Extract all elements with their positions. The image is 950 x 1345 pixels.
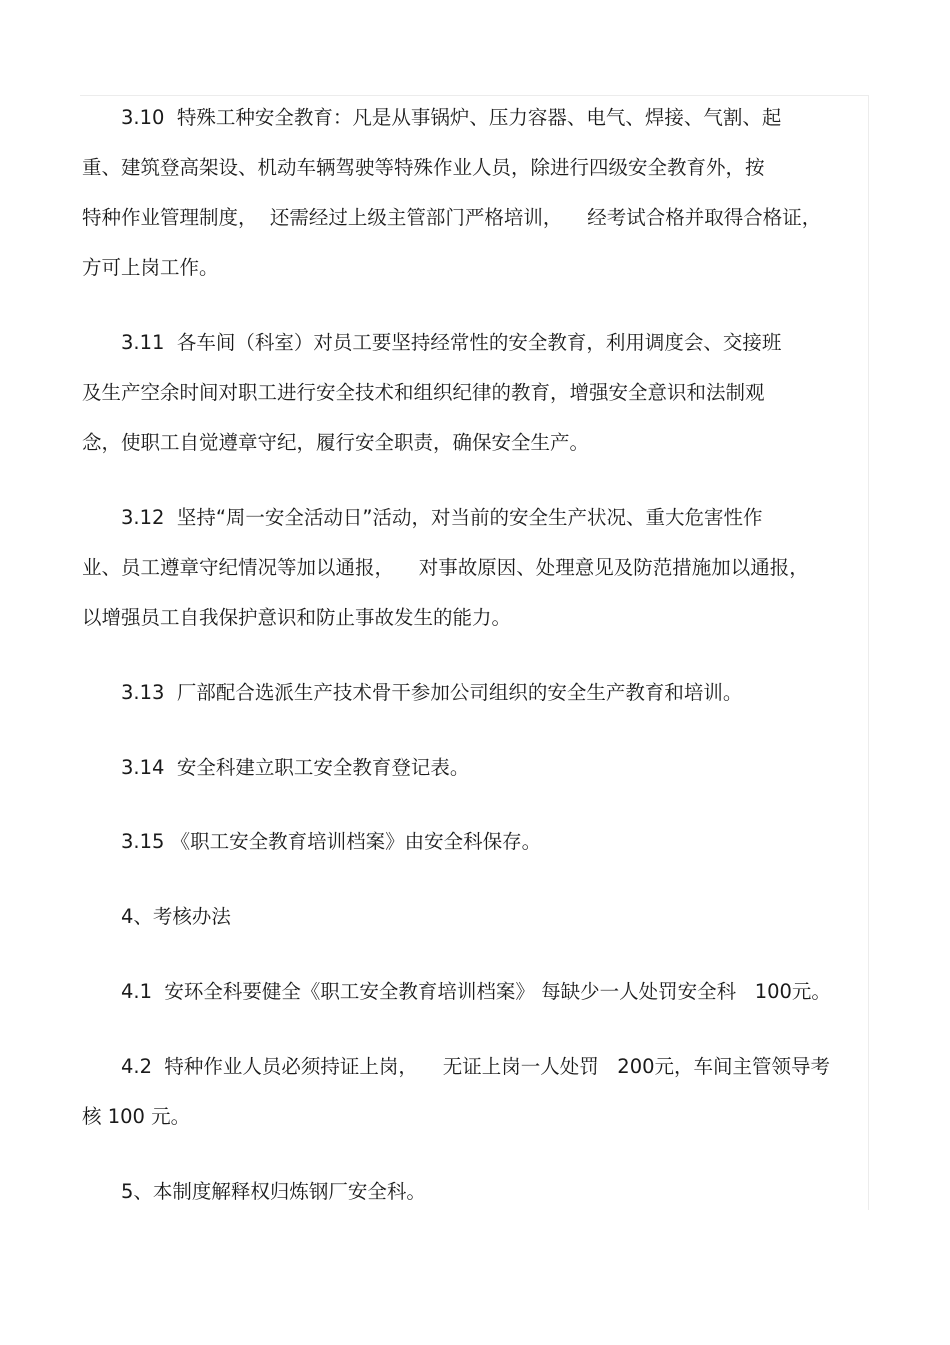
paragraph-3-15: 3.15 《职工安全教育培训档案》由安全科保存。 xyxy=(121,830,542,853)
paragraph-3-10-line-3: 特种作业管理制度， 还需经过上级主管部门严格培训， 经考试合格并取得合格证， xyxy=(82,206,822,229)
paragraph-3-10-line-2: 重、建筑登高架设、机动车辆驾驶等特殊作业人员，除进行四级安全教育外，按 xyxy=(82,156,765,179)
paragraph-3-11-line-3: 念，使职工自觉遵章守纪，履行安全职责，确保安全生产。 xyxy=(82,431,590,454)
paragraph-4-2-line-1: 4.2 特种作业人员必须持证上岗， 无证上岗一人处罚 200元，车间主管领导考 xyxy=(121,1055,831,1078)
section-4-heading: 4、考核办法 xyxy=(121,905,231,928)
paragraph-3-10-line-4: 方可上岗工作。 xyxy=(82,256,219,279)
paragraph-3-12-line-1: 3.12 坚持“周一安全活动日”活动，对当前的安全生产状况、重大危害性作 xyxy=(121,506,763,529)
section-5-statement: 5、本制度解释权归炼钢厂安全科。 xyxy=(121,1180,426,1203)
paragraph-3-11-line-2: 及生产空余时间对职工进行安全技术和组织纪律的教育，增强安全意识和法制观 xyxy=(82,381,765,404)
paragraph-4-1: 4.1 安环全科要健全《职工安全教育培训档案》 每缺少一人处罚安全科 100元。 xyxy=(121,980,831,1003)
paragraph-3-12-line-2: 业、员工遵章守纪情况等加以通报， 对事故原因、处理意见及防范措施加以通报， xyxy=(82,556,809,579)
paragraph-3-13: 3.13 厂部配合选派生产技术骨干参加公司组织的安全生产教育和培训。 xyxy=(121,681,743,704)
paragraph-3-10-line-1: 3.10 特殊工种安全教育：凡是从事锅炉、压力容器、电气、焊接、气割、起 xyxy=(121,106,782,129)
paragraph-3-11-line-1: 3.11 各车间（科室）对员工要坚持经常性的安全教育，利用调度会、交接班 xyxy=(121,331,782,354)
paragraph-3-12-line-3: 以增强员工自我保护意识和防止事故发生的能力。 xyxy=(82,606,512,629)
paragraph-4-2-line-2: 核 100 元。 xyxy=(82,1105,191,1128)
paragraph-3-14: 3.14 安全科建立职工安全教育登记表。 xyxy=(121,756,470,779)
